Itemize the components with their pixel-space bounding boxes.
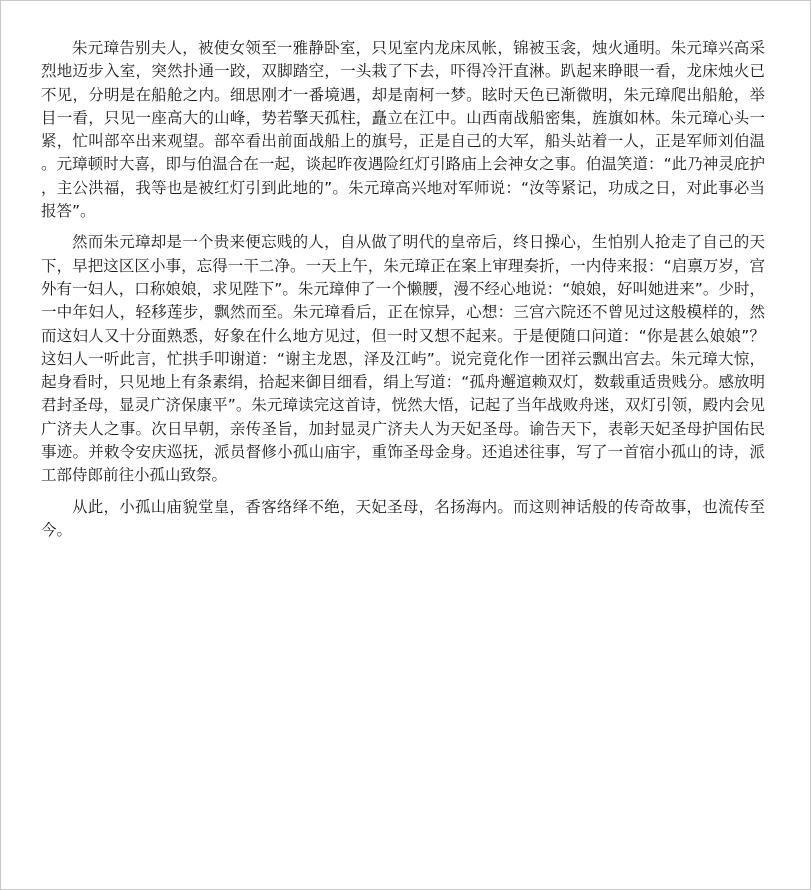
- paragraph-2: 然而朱元璋却是一个贵来便忘贱的人，自从做了明代的皇帝后，终日操心，生怕别人抢走了自己的天下，早把这区区小事，忘得一干二净。一天上午，朱元璋正在案上审理奏折，一内侍来报：“启禀万岁，宫外有一妇人，口称娘娘，求见陛下”。朱元璋伸了一个懒腰，漫不经心地说：“娘娘，好叫她进来”。少时，一中年妇人，轻移莲步，飘然而至。朱元璋看后，正在惊异，心想：三宫六院还不曾见过这般模样的，然而这妇人又十分面熟悉，好象在什么地方见过，但一时又想不起来。于是便随口问道：“你是甚么娘娘”？这妇人一听此言，忙拱手叩谢道：“谢主龙恩，泽及江屿”。说完竟化作一团祥云飘出宫去。朱元璋大惊，起身看时，只见地上有条素绢，拾起来御目细看，绢上写道：“孤舟邂逭赖双灯，数载重适贵贱分。感放明君封圣母，显灵广济保康平”。朱元璋读完这首诗，恍然大悟，记起了当年战败舟迷，双灯引领，殿内会见广济夫人之事。次日早朝，亲传圣旨，加封显灵广济夫人为天妃圣母。谕告天下，表彰天妃圣母护国佑民事迹。并敕令安庆巡抚，派员督修小孤山庙宇，重饰圣母金身。还追述往事，写了一首宿小孤山的诗，派工部侍郎前往小孤山致祭。: [41, 233, 765, 485]
- document-body: [41, 37, 765, 542]
- paragraph-3: 从此，小孤山庙貌堂皇，香客络绎不绝，天妃圣母，名扬海内。而这则神话般的传奇故事，也流传至今。: [41, 497, 765, 539]
- paragraph-1: 朱元璋告别夫人，被使女领至一雅静卧室，只见室内龙床凤帐，锦被玉衾，烛火通明。朱元璋兴高采烈地迈步入室，突然扑通一跤，双脚踏空，一头栽了下去，吓得冷汗直淋。趴起来睁眼一看，龙床烛火已不见，分明是在船舱之内。细思刚才一番境遇，却是南柯一梦。眩时天色已渐微明，朱元璋爬出船舱，举目一看，只见一座高大的山峰，势若擎天孤柱，矗立在江中。山西南战船密集，旌旗如林。朱元璋心头一紧，忙叫部卒出来观望。部卒看出前面战船上的旗号，正是自己的大军，船头站着一人，正是军师刘伯温。元璋顿时大喜，即与伯温合在一起，谈起昨夜遇险红灯引路庙上会神女之事。伯温笑道：“此乃神灵庇护，主公洪福，我等也是被红灯引到此地的”。朱元璋高兴地对军师说：“汝等紧记，功成之日，对此事必当报答”。: [41, 39, 765, 221]
